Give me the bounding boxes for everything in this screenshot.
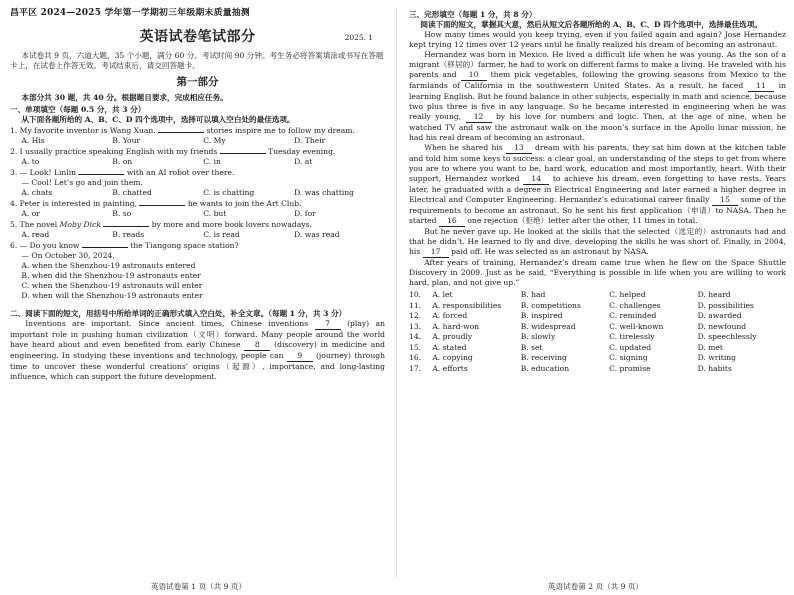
passage-text: them pick vegetables, following the growing seasons from Mexico to the farmlands of California in the southwestern United States. As a result, he faced bbox=[409, 70, 787, 91]
section-1-title: 一、单项填空（每题 0.5 分，共 3 分） bbox=[10, 104, 146, 114]
passage-text: Hernandez was born in Mexico. He lived a difficult life when he was young. As the son of a migrant（移居的）farmer, he had to work on different farms to make a living. He traveled with his parents and bbox=[409, 50, 786, 80]
passage-text: (journey) through time to uncover these wonderful creations’ origins（起源）, importance, and long-lasting influence, which can support the future development. bbox=[10, 350, 386, 381]
question-stem: — Do you know bbox=[19, 240, 80, 250]
part-title: 第一部分 bbox=[176, 75, 219, 88]
page-footer: 英语试卷第 2 页（共 9 页） bbox=[547, 581, 644, 591]
question-5 bbox=[10, 220, 385, 230]
question-stem: Peter is interested in painting, bbox=[19, 198, 138, 208]
option-d[interactable]: D. possibilities bbox=[697, 300, 754, 310]
option-b[interactable]: B. slowly bbox=[520, 332, 556, 342]
question-number: 6. bbox=[10, 240, 18, 250]
question-number: 1. bbox=[10, 125, 18, 135]
question-stem: by more and more book lovers nowadays. bbox=[151, 219, 312, 229]
question-number: 17. bbox=[409, 363, 422, 373]
options-row bbox=[10, 136, 385, 146]
answer-row-13 bbox=[409, 322, 786, 332]
passage-text: (discovery) in medicine and engineering. In studying these inventions and technology, people can bbox=[10, 339, 385, 360]
option-d[interactable]: D. for bbox=[294, 208, 316, 218]
option-d[interactable]: D. when will the Shenzhou-19 astronauts enter bbox=[21, 290, 203, 300]
option-a[interactable]: A. to bbox=[21, 156, 40, 166]
question-stem: The novel bbox=[19, 219, 58, 229]
option-c[interactable]: C. My bbox=[203, 135, 226, 145]
option-c[interactable]: C. promise bbox=[609, 363, 651, 373]
option-b[interactable]: B. on bbox=[112, 156, 133, 166]
option-a[interactable]: A. read bbox=[21, 229, 50, 239]
answer-blank[interactable] bbox=[78, 174, 124, 175]
dialogue-line: — Cool! Let’s go and join them. bbox=[21, 177, 143, 187]
answer-row-15 bbox=[409, 343, 786, 353]
question-stem: the Tiangong space station? bbox=[130, 240, 239, 250]
option-c[interactable]: C. challenges bbox=[609, 300, 661, 310]
option-c[interactable]: C. updated bbox=[609, 342, 652, 352]
cloze-paragraph-5: After years of training, Hernandez’s dream came true when he flew on the Space Shuttle Discovery in 2009. Just as he said, “Everything is possible in life when you are willing to work hard, plan, and not give up.” bbox=[409, 258, 786, 288]
option-c[interactable]: C. in bbox=[203, 156, 221, 166]
section-3-instructions: 阅读下面的短文，掌握其大意，然后从短文后各题所给的 A、B、C、D 四个选项中，选择最佳选项。 bbox=[420, 20, 762, 30]
page-2 bbox=[397, 0, 794, 595]
blank-15[interactable]: 15 bbox=[712, 195, 738, 206]
question-number: 15. bbox=[409, 342, 422, 352]
option-d[interactable]: D. Their bbox=[294, 135, 326, 145]
option-b[interactable]: B. reads bbox=[112, 229, 145, 239]
option-b[interactable]: B. competitions bbox=[520, 300, 581, 310]
section-1-instructions: 从下面各题所给的 A、B、C、D 四个选项中，选择可以填入空白处的最佳选项。 bbox=[21, 114, 295, 124]
question-stem: My favorite inventor is Wang Xuan. bbox=[19, 125, 156, 135]
passage-text: But he never gave up. He looked at the skills that the selected（选定的）astronauts had and that he didn’t. He learned to fly and dive, developing the skills he was short of. Finally, in 2004, his bbox=[409, 227, 786, 257]
option-b[interactable]: B. when did the Shenzhou-19 astronauts enter bbox=[21, 270, 201, 280]
blank-16[interactable]: 16 bbox=[439, 216, 465, 227]
exam-instructions: 本试卷共 9 页，六道大题，35 个小题，满分 60 分。考试时间 90 分钟。考生务必将答案填涂或书写在答题卡上，在试卷上作答无效。考试结束后，请交回答题卡。 bbox=[10, 50, 384, 70]
answer-blank[interactable] bbox=[103, 226, 149, 227]
question-stem: stories inspire me to follow my dream. bbox=[206, 125, 355, 135]
answer-row-16 bbox=[409, 353, 786, 363]
question-number: 12. bbox=[409, 311, 422, 321]
option-a[interactable]: A. copying bbox=[432, 353, 473, 363]
question-number: 5. bbox=[10, 219, 18, 229]
cloze-paragraph-3 bbox=[409, 143, 786, 227]
cloze-options bbox=[409, 290, 786, 374]
option-c[interactable]: C. tirelessly bbox=[609, 332, 655, 342]
blank-17[interactable]: 17 bbox=[423, 247, 449, 258]
question-stem: — Look! Linlin bbox=[19, 167, 77, 177]
question-stem: Tuesday evening. bbox=[268, 146, 336, 156]
passage-text: paid off. He was selected as an astronaut by NASA. bbox=[451, 247, 649, 257]
option-b[interactable]: B. receiving bbox=[520, 353, 567, 363]
exam-date: 2025. 1 bbox=[344, 32, 373, 42]
blank-10[interactable]: 10 bbox=[461, 70, 487, 81]
blank-8[interactable]: 8 bbox=[244, 340, 270, 351]
passage-text: Inventions are important. Since ancient times, Chinese inventions bbox=[25, 318, 309, 328]
option-d[interactable]: D. habits bbox=[697, 363, 732, 373]
option-b[interactable]: B. Your bbox=[112, 135, 141, 145]
passage-text: some of the requirements to become an astronaut. So he sent his first application（申请）to NASA. Then he started bbox=[409, 195, 786, 226]
option-d[interactable]: D. met bbox=[697, 342, 723, 352]
book-title: Moby Dick bbox=[59, 219, 101, 229]
question-3 bbox=[10, 168, 385, 178]
question-number: 11. bbox=[409, 300, 422, 310]
dialogue-line: — On October 30, 2024. bbox=[21, 250, 115, 260]
section-2-title: 二、阅读下面的短文，用括号中所给单词的正确形式填入空白处，补全文章。（每题 1 分，共 3 分） bbox=[10, 308, 347, 318]
option-a[interactable]: A. chats bbox=[21, 187, 53, 197]
question-1 bbox=[10, 126, 385, 136]
answer-blank[interactable] bbox=[139, 205, 185, 206]
question-stem: I usually practice speaking English with my friends bbox=[19, 146, 218, 156]
page-title: 英语试卷笔试部分 bbox=[139, 28, 256, 45]
option-a[interactable]: A. or bbox=[21, 208, 40, 218]
options-row bbox=[10, 209, 385, 219]
option-d[interactable]: D. was chatting bbox=[294, 187, 355, 197]
exam-header: 昌平区 2024—2025 学年第一学期初三年级期末质量抽测 bbox=[10, 8, 251, 18]
section-2-passage bbox=[10, 319, 385, 382]
option-c[interactable]: C. signing bbox=[609, 353, 648, 363]
option-c[interactable]: C. is read bbox=[203, 229, 240, 239]
option-a[interactable]: A. forced bbox=[432, 311, 468, 321]
option-d[interactable]: D. at bbox=[294, 156, 313, 166]
option-c[interactable]: C. is chatting bbox=[203, 187, 255, 197]
option-a[interactable]: A. when the Shenzhou-19 astronauts entered bbox=[21, 260, 196, 270]
blank-7[interactable]: 7 bbox=[315, 319, 341, 330]
part-note: 本部分共 30 题，共 40 分。根据题目要求，完成相应任务。 bbox=[21, 92, 228, 102]
cloze-paragraph-2 bbox=[409, 50, 786, 143]
question-6 bbox=[10, 241, 385, 251]
answer-row-11 bbox=[409, 301, 786, 311]
option-d[interactable]: D. was read bbox=[294, 229, 340, 239]
option-d[interactable]: D. writing bbox=[697, 353, 737, 363]
cloze-paragraph-1: How many times would you keep trying, even if you failed again and again? Jose Hernandez kept trying 12 times over 12 years until he finally realized his dream of becoming an astronaut. bbox=[409, 30, 786, 50]
options-row bbox=[10, 157, 385, 167]
passage-text: in learning English. But he found balance in other subjects, especially in math and science, because two plus three is five in any language. So he became interested in engineering when he was really young, bbox=[409, 81, 786, 122]
blank-13[interactable]: 13 bbox=[506, 143, 532, 154]
option-c[interactable]: C. helped bbox=[609, 290, 646, 300]
option-b[interactable]: B. education bbox=[520, 363, 570, 373]
options-row bbox=[10, 188, 385, 198]
blank-11[interactable]: 11 bbox=[748, 81, 774, 92]
answer-blank[interactable] bbox=[158, 132, 204, 133]
option-a[interactable]: A. let bbox=[432, 290, 453, 300]
option-a[interactable]: A. proudly bbox=[432, 332, 473, 342]
option-a[interactable]: A. efforts bbox=[432, 363, 468, 373]
question-stem: he wants to join the Art Club. bbox=[187, 198, 302, 208]
passage-text: When he shared his bbox=[424, 143, 503, 153]
question-number: 3. bbox=[10, 167, 18, 177]
question-number: 13. bbox=[409, 321, 422, 331]
option-d[interactable]: D. awarded bbox=[697, 311, 742, 321]
option-b[interactable]: B. so bbox=[112, 208, 132, 218]
cloze-paragraph-4 bbox=[409, 227, 786, 258]
option-a[interactable]: A. hard-won bbox=[432, 321, 480, 331]
option-a[interactable]: A. stated bbox=[432, 342, 467, 352]
question-number: 16. bbox=[409, 353, 422, 363]
page-footer: 英语试卷第 1 页（共 9 页） bbox=[150, 581, 247, 591]
option-b[interactable]: B. chatted bbox=[112, 187, 152, 197]
blank-14[interactable]: 14 bbox=[523, 174, 549, 185]
answer-row-14 bbox=[409, 332, 786, 342]
section-3-title: 三、完形填空（每题 1 分，共 8 分） bbox=[409, 10, 537, 19]
option-b[interactable]: B. had bbox=[520, 290, 546, 300]
blank-12[interactable]: 12 bbox=[466, 112, 492, 123]
answer-blank[interactable] bbox=[82, 247, 128, 248]
option-b[interactable]: B. widespread bbox=[520, 321, 576, 331]
passage-text: to achieve his dream, even forgetting to have rests. Years later, he graduated with a degree in Electrical Engineering and later earned a higher degree in Electrical and Computer Engineering. Hernandez’s educational career finally bbox=[409, 174, 787, 205]
option-c[interactable]: C. but bbox=[203, 208, 227, 218]
passage-text: dream with his parents, they sat him down at the kitchen table and told him some keys to success: a clear goal, an understanding of the steps to get from where you are to where you want to be, hard work, education and most importantly, heart. With their support, Hernandez worked bbox=[409, 143, 786, 184]
passage-text: (play) an important role in pushing human civilization（文明）forward. Many people around the world have heard about and even benefited from early Chinese bbox=[10, 318, 385, 349]
answer-blank[interactable] bbox=[220, 153, 266, 154]
answer-row-17 bbox=[409, 364, 786, 374]
option-d[interactable]: D. heard bbox=[697, 290, 731, 300]
option-b[interactable]: B. inspired bbox=[520, 311, 563, 321]
options-row bbox=[10, 230, 385, 240]
question-number: 14. bbox=[409, 332, 422, 342]
passage-text: one rejection（拒绝）letter after the other, 11 times in total. bbox=[467, 216, 698, 226]
option-c[interactable]: C. reminded bbox=[609, 311, 657, 321]
title-row bbox=[10, 26, 385, 48]
option-c[interactable]: C. well-known bbox=[609, 321, 664, 331]
question-4 bbox=[10, 199, 385, 209]
passage-text: by his love for numbers and logic. Then, at the age of nine, when he watched TV and saw the astronaut walk on the moon’s surface in the Apollo lunar mission, he had his real dream of becoming an astronaut. bbox=[409, 112, 787, 143]
option-a[interactable]: A. responsibilities bbox=[432, 300, 502, 310]
answer-row-12 bbox=[409, 311, 786, 321]
question-number: 10. bbox=[409, 290, 422, 300]
option-c[interactable]: C. when the Shenzhou-19 astronauts will enter bbox=[21, 280, 203, 290]
answer-row-10 bbox=[409, 290, 786, 300]
option-d[interactable]: D. speechlessly bbox=[697, 332, 757, 342]
question-number: 2. bbox=[10, 146, 18, 156]
option-b[interactable]: B. set bbox=[520, 342, 543, 352]
question-number: 4. bbox=[10, 198, 18, 208]
question-2 bbox=[10, 147, 385, 157]
option-d[interactable]: D. newfound bbox=[697, 321, 747, 331]
option-a[interactable]: A. His bbox=[21, 135, 45, 145]
question-stem: with an AI robot over there. bbox=[126, 167, 235, 177]
blank-9[interactable]: 9 bbox=[287, 351, 313, 362]
